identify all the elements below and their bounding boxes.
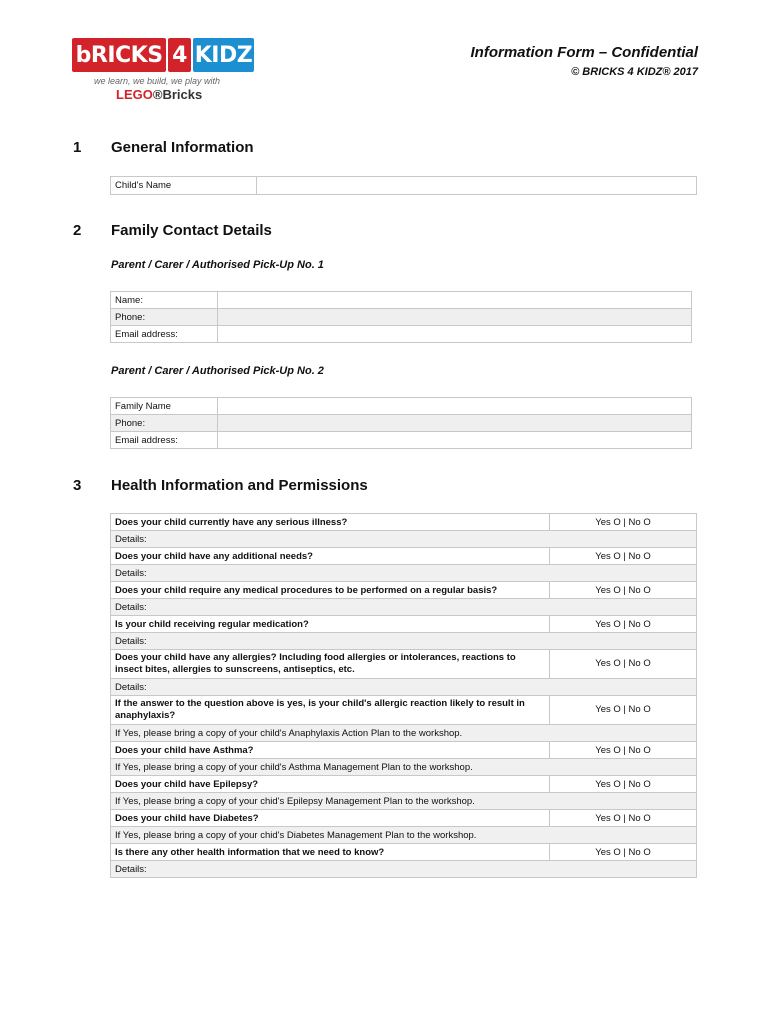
health-detail: If Yes, please bring a copy of your child's Anaphylaxis Action Plan to the workshop. (111, 725, 697, 742)
yes-no-radio[interactable]: Yes O | No O (550, 514, 697, 531)
health-detail-row (111, 531, 697, 548)
logo-bricks (72, 38, 254, 72)
yes-no-radio[interactable]: Yes O | No O (550, 810, 697, 827)
health-detail-row (111, 725, 697, 742)
logo-word-kidz: KIDZ (193, 38, 254, 72)
health-question: Does your child have any additional needs? (111, 548, 550, 565)
health-question: Does your child have Epilepsy? (111, 776, 550, 793)
health-detail[interactable]: Details: (111, 633, 697, 650)
logo-lego-line: LEGO®Bricks (116, 87, 203, 102)
health-question-row (111, 742, 697, 759)
contact-1-phone-label: Phone: (111, 309, 218, 326)
health-question-row (111, 548, 697, 565)
health-question-row (111, 776, 697, 793)
yes-no-radio[interactable]: Yes O | No O (550, 742, 697, 759)
contact-1-phone-field[interactable] (218, 309, 692, 326)
health-detail-row (111, 827, 697, 844)
yes-no-radio[interactable]: Yes O | No O (550, 616, 697, 633)
health-detail-row (111, 633, 697, 650)
childs-name-row (111, 177, 697, 195)
health-question-row (111, 650, 697, 679)
health-detail: If Yes, please bring a copy of your chid's Epilepsy Management Plan to the workshop. (111, 793, 697, 810)
form-title: Information Form – Confidential (470, 44, 698, 61)
contact-2-table (110, 397, 692, 449)
yes-no-radio[interactable]: Yes O | No O (550, 844, 697, 861)
section-1-title: General Information (111, 139, 254, 156)
contact-1-name-label: Name: (111, 292, 218, 309)
contact-1-title: Parent / Carer / Authorised Pick-Up No. 1 (111, 259, 324, 271)
contact-2-phone-field[interactable] (218, 415, 692, 432)
health-question: Does your child require any medical procedures to be performed on a regular basis? (111, 582, 550, 599)
health-question: Is there any other health information that we need to know? (111, 844, 550, 861)
health-detail-row (111, 793, 697, 810)
childs-name-label: Child's Name (111, 177, 257, 195)
logo-word-4: 4 (168, 38, 191, 72)
section-3-title: Health Information and Permissions (111, 477, 368, 494)
health-detail-row (111, 759, 697, 776)
health-question: Does your child have Asthma? (111, 742, 550, 759)
health-question: Does your child have Diabetes? (111, 810, 550, 827)
yes-no-radio[interactable]: Yes O | No O (550, 776, 697, 793)
section-2-title: Family Contact Details (111, 222, 272, 239)
health-detail-row (111, 679, 697, 696)
health-question-row (111, 514, 697, 531)
yes-no-radio[interactable]: Yes O | No O (550, 696, 697, 725)
yes-no-radio[interactable]: Yes O | No O (550, 548, 697, 565)
health-question-row (111, 582, 697, 599)
contact-2-name-label: Family Name (111, 398, 218, 415)
logo-lego-mark: LEGO (116, 87, 153, 102)
contact-2-title: Parent / Carer / Authorised Pick-Up No. 2 (111, 365, 324, 377)
section-1-number: 1 (73, 139, 82, 156)
contact-2-phone-label: Phone: (111, 415, 218, 432)
bricks4kidz-logo (72, 38, 254, 102)
form-header (471, 44, 699, 78)
health-table (110, 513, 697, 878)
yes-no-radio[interactable]: Yes O | No O (550, 582, 697, 599)
health-detail[interactable]: Details: (111, 565, 697, 582)
health-question-row (111, 616, 697, 633)
contact-2-name-field[interactable] (218, 398, 692, 415)
contact-2-row (111, 415, 692, 432)
health-detail[interactable]: Details: (111, 531, 697, 548)
health-question-row (111, 844, 697, 861)
general-info-table (110, 176, 697, 195)
health-question: Does your child currently have any serious illness? (111, 514, 550, 531)
childs-name-field[interactable] (257, 177, 697, 195)
section-3-number: 3 (73, 477, 82, 494)
contact-2-email-field[interactable] (218, 432, 692, 449)
health-question-row (111, 810, 697, 827)
health-detail[interactable]: Details: (111, 861, 697, 878)
health-question-row (111, 696, 697, 725)
yes-no-radio[interactable]: Yes O | No O (550, 650, 697, 679)
section-2-number: 2 (73, 222, 82, 239)
health-question: If the answer to the question above is yes, is your child's allergic reaction likely to result in anaphylaxis? (111, 696, 550, 725)
contact-1-row (111, 326, 692, 343)
health-question: Is your child receiving regular medication? (111, 616, 550, 633)
form-copyright: © BRICKS 4 KIDZ® 2017 (571, 66, 698, 78)
contact-2-email-label: Email address: (111, 432, 218, 449)
health-detail-row (111, 599, 697, 616)
contact-2-row (111, 432, 692, 449)
logo-tagline: we learn, we build, we play with (94, 76, 221, 86)
contact-1-row (111, 292, 692, 309)
logo-lego-word: Bricks (162, 87, 203, 102)
contact-1-table (110, 291, 692, 343)
health-detail-row (111, 565, 697, 582)
contact-1-email-label: Email address: (111, 326, 218, 343)
contact-1-email-field[interactable] (218, 326, 692, 343)
health-detail[interactable]: Details: (111, 599, 697, 616)
health-detail: If Yes, please bring a copy of your chid's Diabetes Management Plan to the workshop. (111, 827, 697, 844)
health-detail[interactable]: Details: (111, 679, 697, 696)
contact-1-row (111, 309, 692, 326)
contact-2-row (111, 398, 692, 415)
health-question: Does your child have any allergies? Including food allergies or intolerances, reactions to insect bites, allergies to sunscreens, antiseptics, etc. (111, 650, 550, 679)
health-detail-row (111, 861, 697, 878)
health-detail: If Yes, please bring a copy of your child's Asthma Management Plan to the workshop. (111, 759, 697, 776)
contact-1-name-field[interactable] (218, 292, 692, 309)
logo-word-bricks: bRICKS (72, 38, 166, 72)
